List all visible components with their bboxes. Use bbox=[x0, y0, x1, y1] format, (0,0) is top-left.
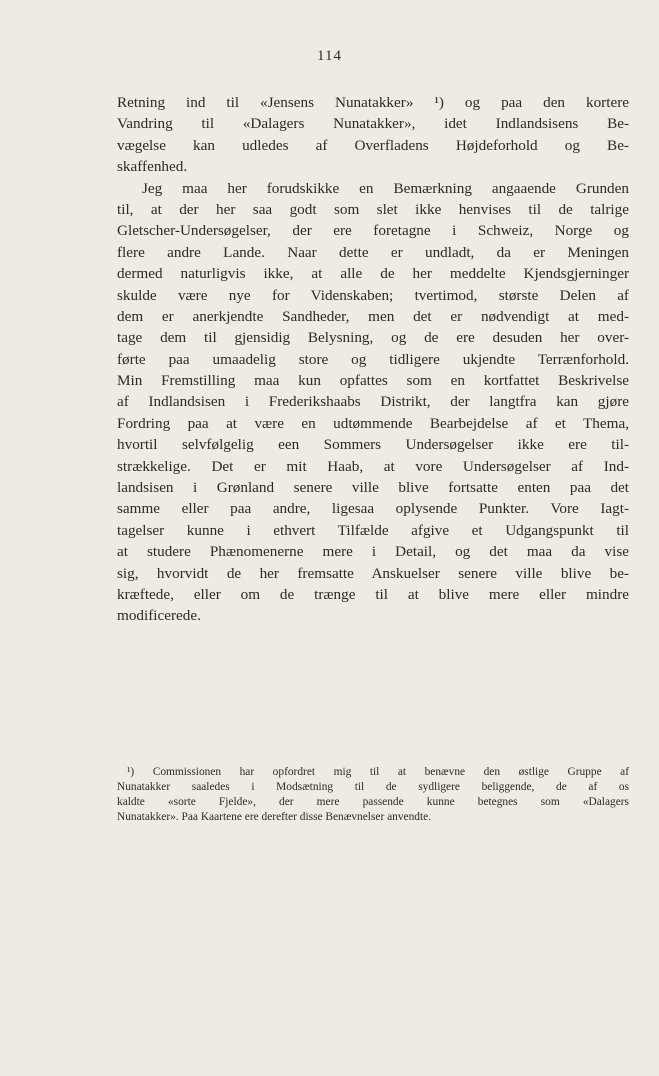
text-line: vægelse kan udledes af Overfladens Højdeforhold og Be- bbox=[117, 136, 629, 154]
page-number: 114 bbox=[317, 48, 342, 64]
text-line: dermed naturligvis ikke, at alle de her meddelte Kjendsgjerninger bbox=[117, 265, 629, 283]
text-line: kræftede, eller om de trænge til at blive mere eller mindre bbox=[117, 585, 629, 603]
text-line: Jeg maa her forudskikke en Bemærkning angaaende Grunden bbox=[142, 179, 629, 197]
text-line: tagelser kunne i ethvert Tilfælde afgive et Udgangspunkt til bbox=[117, 521, 629, 539]
text-line: Fordring paa at være en udtømmende Bearbejdelse af et Thema, bbox=[117, 414, 629, 432]
text-line: af Indlandsisen i Frederikshaabs Distrikt, der langtfra kan gjøre bbox=[117, 393, 629, 411]
text-line: strækkelige. Det er mit Haab, at vore Undersøgelser af Ind- bbox=[117, 457, 629, 475]
text-line: landsisen i Grønland senere ville blive fortsatte enten paa det bbox=[117, 479, 629, 497]
text-line: skulde være nye for Videnskaben; tvertimod, største Delen af bbox=[117, 286, 629, 304]
text-line: skaffenhed. bbox=[117, 158, 188, 176]
text-line: Gletscher-Undersøgelser, der ere foretagne i Schweiz, Norge og bbox=[117, 222, 629, 240]
text-line: Retning ind til «Jensens Nunatakker» ¹) og paa den kortere bbox=[117, 94, 629, 111]
text-line: samme eller paa andre, ligesaa oplysende Punkter. Vore Iagt- bbox=[117, 500, 629, 518]
text-line: modificerede. bbox=[117, 607, 201, 625]
text-line: flere andre Lande. Naar dette er undladt, da er Meningen bbox=[117, 243, 629, 261]
text-line: Min Fremstilling maa kun opfattes som en kortfattet Beskrivelse bbox=[117, 372, 629, 390]
body-text bbox=[117, 92, 629, 627]
footnote-line: ¹) Commissionen har opfordret mig til at benævne den østlige Gruppe af bbox=[127, 766, 629, 778]
text-line: Vandring til «Dalagers Nunatakker», idet Indlandsisens Be- bbox=[117, 115, 629, 133]
text-line: førte paa umaadelig store og tidligere ukjendte Terrænforhold. bbox=[117, 350, 629, 368]
footnote bbox=[117, 765, 629, 825]
text-line: til, at der her saa godt som slet ikke henvises til de talrige bbox=[117, 200, 629, 218]
footnote-line: kaldte «sorte Fjelde», der mere passende kunne betegnes som «Dalagers bbox=[117, 796, 629, 808]
text-line: sig, hvorvidt de her fremsatte Anskuelser senere ville blive be- bbox=[117, 564, 629, 582]
text-line: hvortil selvfølgelig een Sommers Undersøgelser ikke ere til- bbox=[117, 436, 629, 454]
text-line: at studere Phænomenerne mere i Detail, og det maa da vise bbox=[117, 543, 629, 561]
text-line: dem er anerkjendte Sandheder, men det er nødvendigt at med- bbox=[117, 307, 629, 325]
footnote-line: Nunatakker saaledes i Modsætning til de sydligere beliggende, de af os bbox=[117, 781, 629, 793]
text-line: tage dem til gjensidig Belysning, og de ere desuden her over- bbox=[117, 329, 629, 347]
footnote-line: Nunatakker». Paa Kaartene ere derefter disse Benævnelser anvendte. bbox=[117, 811, 432, 823]
